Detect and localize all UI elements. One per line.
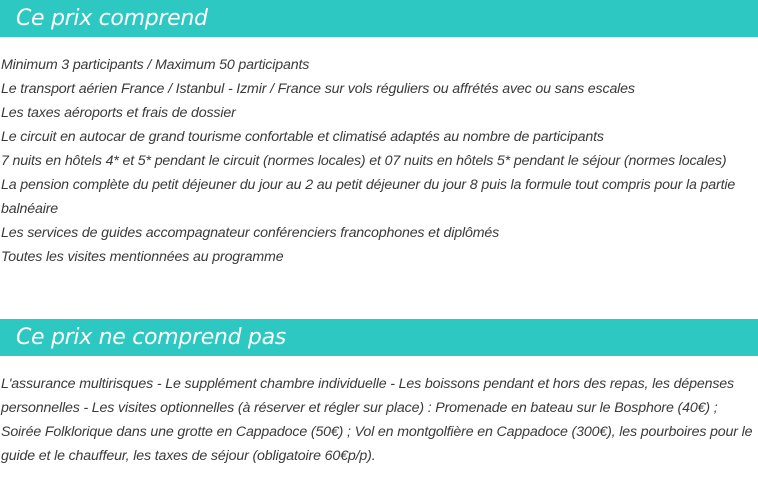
includes-list-item: 7 nuits en hôtels 4* et 5* pendant le circuit (normes locales) et 07 nuits en hôtels 5* pendant le séjour (normes locales) xyxy=(1,153,727,169)
excludes-section-header xyxy=(0,319,758,356)
includes-list-item: Toutes les visites mentionnées au programme xyxy=(1,249,284,265)
excludes-paragraph: L'assurance multirisques - Le supplément chambre individuelle - Les boissons pendant et hors des repas, les dépenses personnelles - Les visites optionnelles (à réserver et régler sur place) : Promenade en bateau sur le Bosphore (40€) ; Soirée Folklorique dans une grotte en Cappadoce (50€) ; Vol en montgolfière en Cappadoce (300€), les pourboires pour le guide et le chauffeur, les taxes de séjour (obligatoire 60€p/p). xyxy=(1,376,753,464)
includes-list-item: Les services de guides accompagnateur conférenciers francophones et diplômés xyxy=(1,225,500,241)
includes-list-item: Les taxes aéroports et frais de dossier xyxy=(1,105,236,121)
includes-list-item: Minimum 3 participants / Maximum 50 participants xyxy=(1,57,310,73)
includes-list-item: Le transport aérien France / Istanbul - Izmir / France sur vols réguliers ou affrétés avec ou sans escales xyxy=(1,81,635,97)
includes-list xyxy=(1,53,758,269)
includes-section-title: Ce prix comprend xyxy=(16,6,208,31)
excludes-section-title: Ce prix ne comprend pas xyxy=(16,325,286,350)
includes-section-header xyxy=(0,0,758,37)
includes-list-item: La pension complète du petit déjeuner du jour au 2 au petit déjeuner du jour 8 puis la formule tout compris pour la partie balnéaire xyxy=(1,177,736,217)
includes-list-item: Le circuit en autocar de grand tourisme confortable et climatisé adaptés au nombre de participants xyxy=(1,129,604,145)
